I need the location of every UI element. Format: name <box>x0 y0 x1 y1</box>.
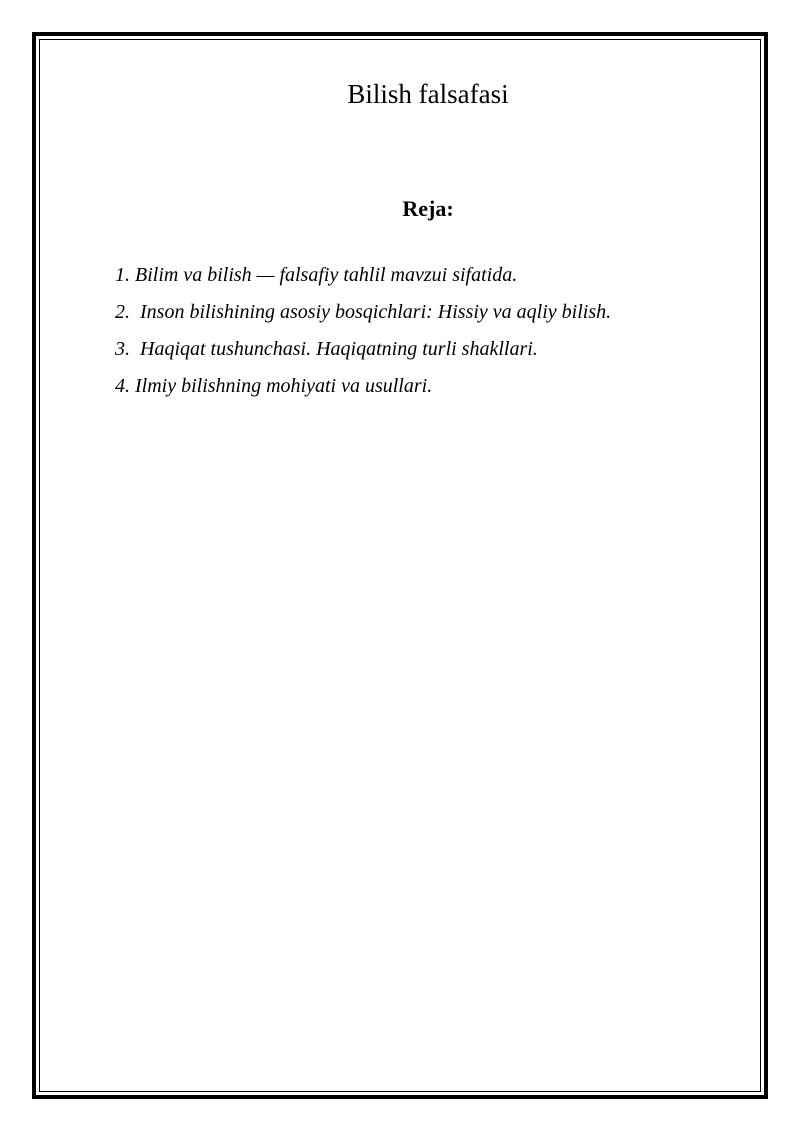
plan-item: 4. Ilmiy bilishning mohiyati va usullari. <box>115 375 433 397</box>
plan-item: 1. Bilim va bilish — falsafiy tahlil mavzui sifatida. <box>115 264 518 286</box>
page-border <box>32 32 768 1099</box>
plan-list <box>115 263 611 411</box>
document-title: Bilish falsafasi <box>347 79 509 109</box>
plan-heading: Reja: <box>402 196 454 221</box>
plan-item: 3. Haqiqat tushunchasi. Haqiqatning turli shakllari. <box>115 338 538 360</box>
plan-item: 2. Inson bilishining asosiy bosqichlari: Hissiy va aqliy bilish. <box>115 301 612 323</box>
